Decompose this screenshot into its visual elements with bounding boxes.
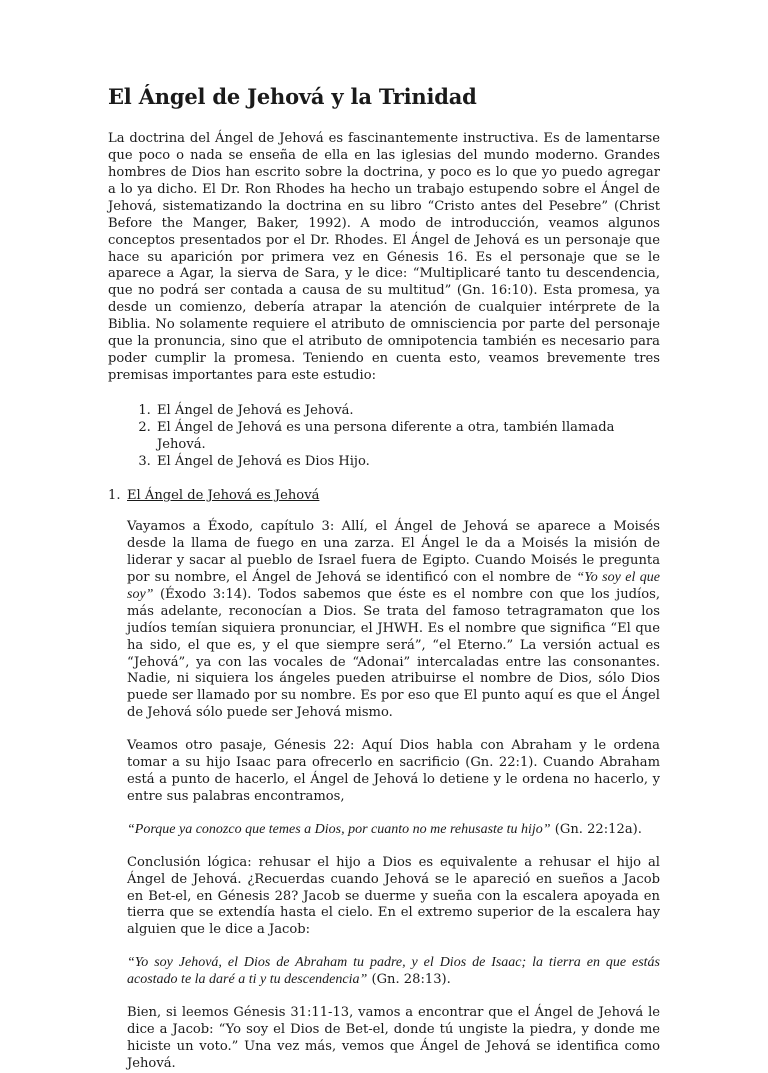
quote-reference: (Gn. 28:13).	[367, 972, 451, 988]
section-paragraph-genesis31: Bien, si leemos Génesis 31:11-13, vamos a encontrar que el Ángel de Jehová le dice a Jacob: “Yo soy el Dios de Bet-el, donde tú ungiste la piedra, y donde me hiciste un voto.” Una vez más, vemos que Ángel de Jehová se identifica como Jehová.	[127, 1005, 660, 1071]
premise-item: 1. El Ángel de Jehová es Jehová.	[155, 403, 660, 420]
inline-quote: “Yo soy el que soy”	[127, 570, 660, 602]
section-paragraph-exodus	[127, 519, 660, 722]
paragraph-text: (Éxodo 3:14). Todos sabemos que éste es el nombre con que los judíos, más adelante, reconocían a Dios. Se trata del famoso tetragramaton que los judíos temían siquiera pronunciar, el JHWH. Es el nombre que significa “El que ha sido, el que es, y el que siempre será”, “el Eterno.” La versión actual es “Jehová”, ya con las vocales de “Adonai” intercaladas entre las consonantes. Nadie, ni siquiera los ángeles pueden atribuirse el nombre de Dios, sólo Dios puede ser llamado por su nombre. Es por eso que El punto aquí es que el Ángel de Jehová sólo puede ser Jehová mismo.	[127, 586, 660, 721]
section-paragraph-conclusion: Conclusión lógica: rehusar el hijo a Dios es equivalente a rehusar el hijo al Ángel de Jehová. ¿Recuerdas cuando Jehová se le apareció en sueños a Jacob en Bet-el, en Génesis 28? Jacob se duerme y sueña con la escalera apoyada en tierra que se extendía hasta el cielo. En el extremo superior de la escalera hay alguien que le dice a Jacob:	[127, 854, 660, 938]
section-number: 1.	[108, 488, 121, 504]
paragraph-text: Vayamos a Éxodo, capítulo 3: Allí, el Ángel de Jehová se aparece a Moisés desde la llama de fuego en una zarza. El Ángel le da a Moisés la misión de liderar y sacar al pueblo de Israel fuera de Egipto. Cuando Moisés le pregunta por su nombre, el Ángel de Jehová se identificó con el nombre de	[127, 519, 660, 586]
quote-reference: (Gn. 22:12a).	[550, 821, 642, 837]
intro-paragraph: La doctrina del Ángel de Jehová es fascinantemente instructiva. Es de lamentarse que poco o nada se enseña de ella en las iglesias del mundo moderno. Grandes hombres de Dios han escrito sobre la doctrina, y poco es lo que yo puedo agregar a lo ya dicho. El Dr. Ron Rhodes ha hecho un trabajo estupendo sobre el Ángel de Jehová, sistematizando la doctrina en su libro “Cristo antes del Pesebre” (Christ Before the Manger, Baker, 1992). A modo de introducción, veamos algunos conceptos presentados por el Dr. Rhodes. El Ángel de Jehová es un personaje que hace su aparición por primera vez en Génesis 16. Es el personaje que se le aparece a Agar, la sierva de Sara, y le dice: “Multiplicaré tanto tu descendencia, que no podrá ser contada a causa de su multitud” (Gn. 16:10). Esta promesa, ya desde un comienzo, debería atrapar la atención de cualquier intérprete de la Biblia. No solamente requiere el atributo de omnisciencia por parte del personaje que la pronuncia, sino que el atributo de omnipotencia también es necesario para poder cumplir la promesa. Teniendo en cuenta esto, veamos brevemente tres premisas importantes para este estudio:	[108, 131, 660, 383]
section-title: El Ángel de Jehová es Jehová	[127, 488, 320, 504]
document-title: El Ángel de Jehová y la Trinidad	[108, 84, 477, 109]
quote-text: “Porque ya conozco que temes a Dios, por cuanto no me rehusaste tu hijo”	[127, 821, 551, 837]
section-body	[127, 519, 660, 1072]
quote-text: “Yo soy Jehová, el Dios de Abraham tu padre, y el Dios de Isaac; la tierra en que estás acostado te la daré a ti y tu descendencia”	[127, 955, 660, 988]
section-heading	[108, 488, 660, 505]
premise-item: 3. El Ángel de Jehová es Dios Hijo.	[155, 454, 660, 471]
premises-list	[108, 403, 660, 471]
section-paragraph-genesis22: Veamos otro pasaje, Génesis 22: Aquí Dios habla con Abraham y le ordena tomar a su hijo Isaac para ofrecerlo en sacrificio (Gn. 22:1). Cuando Abraham está a punto de hacerlo, el Ángel de Jehová lo detiene y le ordena no hacerlo, y entre sus palabras encontramos,	[127, 738, 660, 804]
premise-item: 2. El Ángel de Jehová es una persona diferente a otra, también llamada Jehová.	[155, 420, 660, 454]
block-quote-genesis28	[127, 955, 660, 989]
block-quote-genesis22	[127, 822, 660, 839]
